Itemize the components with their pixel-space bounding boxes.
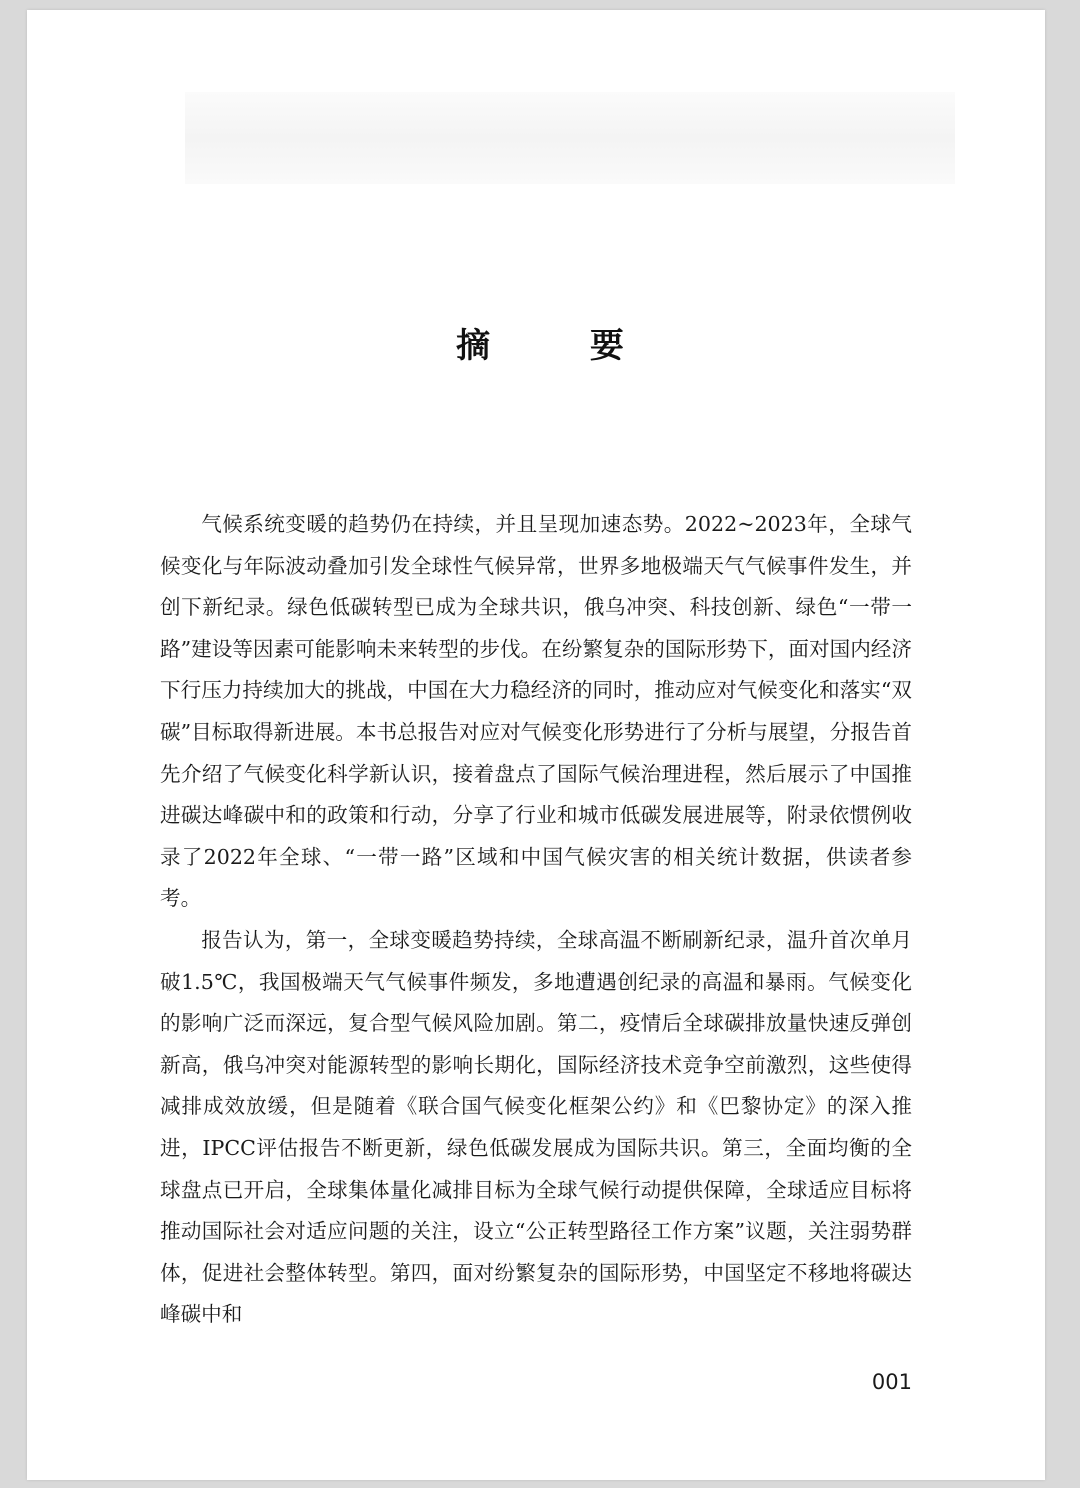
page-number: 001 <box>871 1370 912 1394</box>
paragraph-1: 气候系统变暖的趋势仍在持续，并且呈现加速态势。2022~2023年，全球气候变化与年际波动叠加引发全球性气候异常，世界多地极端天气气候事件发生，并创下新纪录。绿色低碳转型已成为全球共识，俄乌冲突、科技创新、绿色“一带一路”建设等因素可能影响未来转型的步伐。在纷繁复杂的国际形势下，面对国内经济下行压力持续加大的挑战，中国在大力稳经济的同时，推动应对气候变化和落实“双碳”目标取得新进展。本书总报告对应对气候变化形势进行了分析与展望，分报告首先介绍了气候变化科学新认识，接着盘点了国际气候治理进程，然后展示了中国推进碳达峰碳中和的政策和行动，分享了行业和城市低碳发展进展等，附录依惯例收录了2022年全球、“一带一路”区域和中国气候灾害的相关统计数据，供读者参考。 <box>160 512 912 911</box>
body-text <box>160 504 912 1336</box>
page-title: 摘 要 <box>456 326 668 366</box>
paragraph-2: 报告认为，第一，全球变暖趋势持续，全球高温不断刷新纪录，温升首次单月破1.5℃，我国极端天气气候事件频发，多地遭遇创纪录的高温和暴雨。气候变化的影响广泛而深远，复合型气候风险加剧。第二，疫情后全球碳排放量快速反弹创新高，俄乌冲突对能源转型的影响长期化，国际经济技术竞争空前激烈，这些使得减排成效放缓，但是随着《联合国气候变化框架公约》和《巴黎协定》的深入推进，IPCC评估报告不断更新，绿色低碳发展成为国际共识。第三，全面均衡的全球盘点已开启，全球集体量化减排目标为全球气候行动提供保障，全球适应目标将推动国际社会对适应问题的关注，设立“公正转型路径工作方案”议题，关注弱势群体，促进社会整体转型。第四，面对纷繁复杂的国际形势，中国坚定不移地将碳达峰碳中和 <box>160 927 912 1327</box>
header-band <box>185 92 955 184</box>
